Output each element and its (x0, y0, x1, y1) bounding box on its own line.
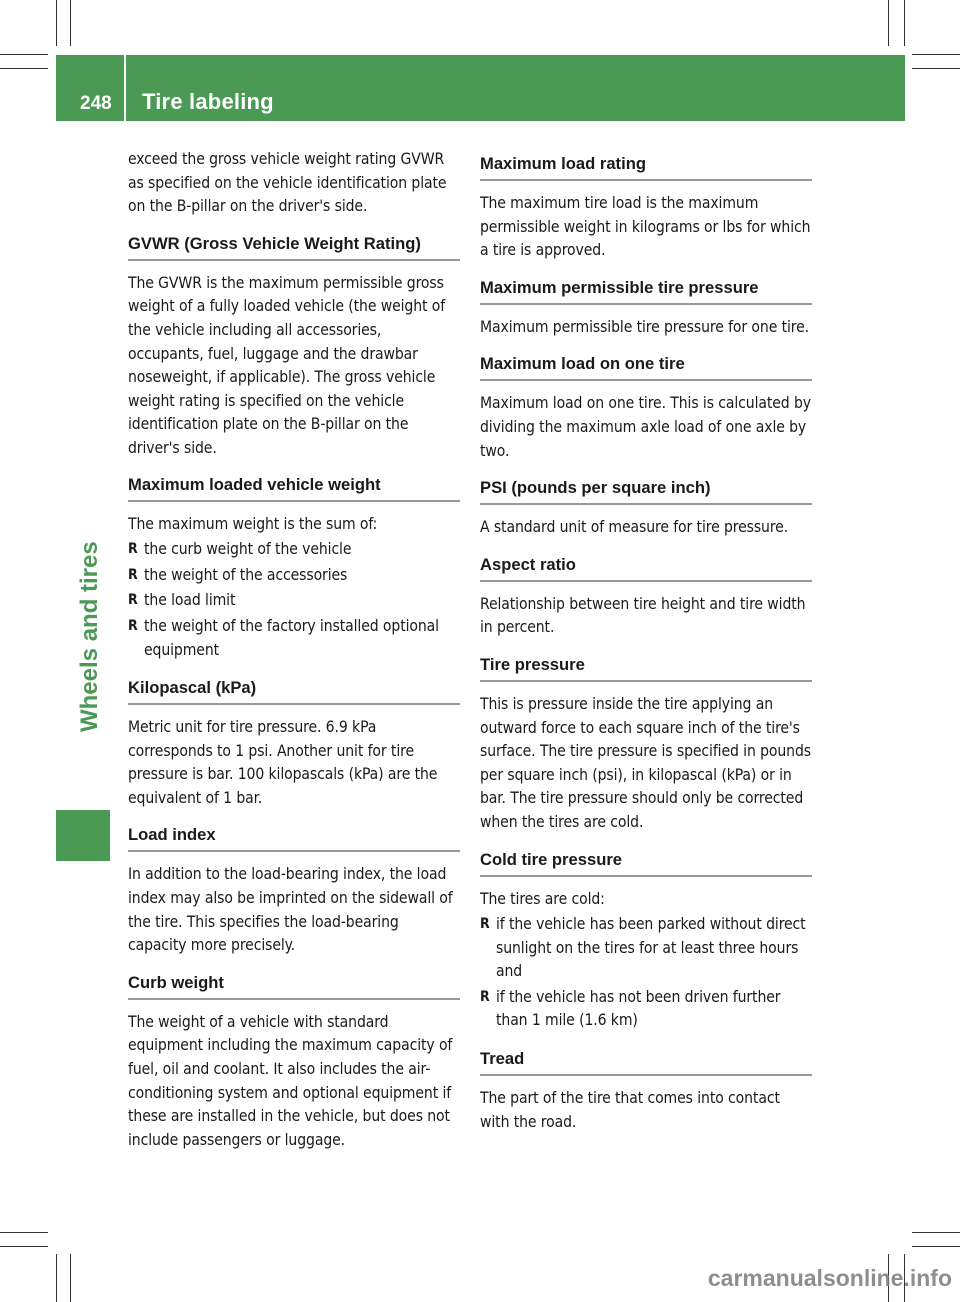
max-load-one-tire-text: Maximum load on one tire. This is calculated by dividing the maximum axle load of one axle by two. (480, 394, 811, 460)
tire-pressure-heading: Tire pressure (480, 655, 812, 682)
crop-mark (912, 1246, 960, 1247)
crop-mark (0, 1246, 48, 1247)
bullet-marker: R (480, 916, 490, 933)
list-item: R the weight of the accessories (128, 564, 460, 588)
cold-tire-pressure-text: The tires are cold: (480, 889, 605, 908)
max-loaded-text: The maximum weight is the sum of: (128, 514, 378, 533)
header-divider (124, 55, 126, 121)
crop-mark (0, 54, 48, 55)
tread-heading: Tread (480, 1049, 812, 1076)
bullet-marker: R (480, 988, 490, 1005)
list-item: R the curb weight of the vehicle (128, 538, 460, 562)
kilopascal-text: Metric unit for tire pressure. 6.9 kPa corresponds to 1 psi. Another unit for tire pressure is bar. 100 kilopascals (kPa) are the equivalent of 1 bar. (128, 718, 438, 807)
max-pressure-heading: Maximum permissible tire pressure (480, 278, 812, 305)
crop-mark (56, 0, 57, 46)
kilopascal-heading: Kilopascal (kPa) (128, 678, 460, 705)
crop-mark (56, 1254, 57, 1302)
left-column (128, 148, 460, 1152)
gvwr-text: The GVWR is the maximum permissible gross weight of a fully loaded vehicle (the weight of the vehicle including all accessories, occupants, fuel, luggage and the drawbar noseweight, if applicable). The gross vehicle weight rating is specified on the vehicle identification plate on the B-pillar on the driver's side. (128, 273, 446, 457)
max-loaded-heading: Maximum loaded vehicle weight (128, 475, 460, 502)
load-index-text: In addition to the load-bearing index, the load index may also be imprinted on the sidewall of the tire. This specifies the load-bearing capacity more precisely. (128, 865, 453, 955)
tire-pressure-text: This is pressure inside the tire applying an outward force to each square inch of the tire's surface. The tire pressure is specified in pounds per square inch (psi), in kilopascal (kPa) or in bar. The tire pressure should only be corrected when the tires are cold. (480, 694, 811, 831)
aspect-ratio-heading: Aspect ratio (480, 555, 812, 582)
max-load-one-tire-heading: Maximum load on one tire (480, 354, 812, 381)
bullet-marker: R (128, 592, 138, 609)
watermark: carmanualsonline.info (707, 1265, 952, 1291)
curb-weight-heading: Curb weight (128, 973, 460, 1000)
list-item: R the weight of the factory installed optional equipment (128, 616, 439, 659)
cold-tire-pressure-list (480, 913, 812, 1033)
max-pressure-text: Maximum permissible tire pressure for one tire. (480, 317, 809, 336)
list-item: R if the vehicle has been parked without direct sunlight on the tires for at least three hours and (480, 915, 806, 981)
section-title: Tire labeling (142, 89, 274, 114)
list-item: R if the vehicle has not been driven further than 1 mile (1.6 km) (480, 987, 781, 1030)
crop-mark (912, 54, 960, 55)
max-load-rating-heading: Maximum load rating (480, 154, 812, 181)
max-load-rating-text: The maximum tire load is the maximum permissible weight in kilograms or lbs for which a tire is approved. (480, 194, 811, 260)
crop-mark (912, 1232, 960, 1233)
crop-mark (888, 0, 889, 46)
gvwr-heading: GVWR (Gross Vehicle Weight Rating) (128, 234, 460, 261)
crop-mark (70, 0, 71, 46)
aspect-ratio-text: Relationship between tire height and tire width in percent. (480, 594, 806, 637)
bullet-marker: R (128, 541, 138, 558)
crop-mark (0, 1232, 48, 1233)
crop-mark (904, 0, 905, 46)
load-index-heading: Load index (128, 825, 460, 852)
tread-text: The part of the tire that comes into contact with the road. (480, 1089, 780, 1131)
chapter-tab-label: Wheels and tires (76, 541, 103, 732)
psi-text: A standard unit of measure for tire pressure. (480, 518, 789, 537)
cold-tire-pressure-heading: Cold tire pressure (480, 850, 812, 877)
list-item: R the load limit (128, 589, 460, 613)
max-loaded-list (128, 538, 460, 662)
crop-mark (0, 68, 48, 69)
page-number: 248 (80, 93, 112, 114)
crop-mark (70, 1254, 71, 1302)
psi-heading: PSI (pounds per square inch) (480, 478, 812, 505)
right-column (480, 148, 812, 1134)
chapter-tab-marker (56, 810, 110, 861)
bullet-marker: R (128, 617, 138, 634)
bullet-marker: R (128, 566, 138, 583)
crop-mark (912, 68, 960, 69)
intro-text: exceed the gross vehicle weight rating GVWR as specified on the vehicle identification plate on the B-pillar on the driver's side. (128, 150, 447, 216)
curb-weight-text: The weight of a vehicle with standard equipment including the maximum capacity of fuel, oil and coolant. It also includes the air-conditioning system and optional equipment if these are installed in the vehicle, but does not include passengers or luggage. (128, 1012, 453, 1149)
